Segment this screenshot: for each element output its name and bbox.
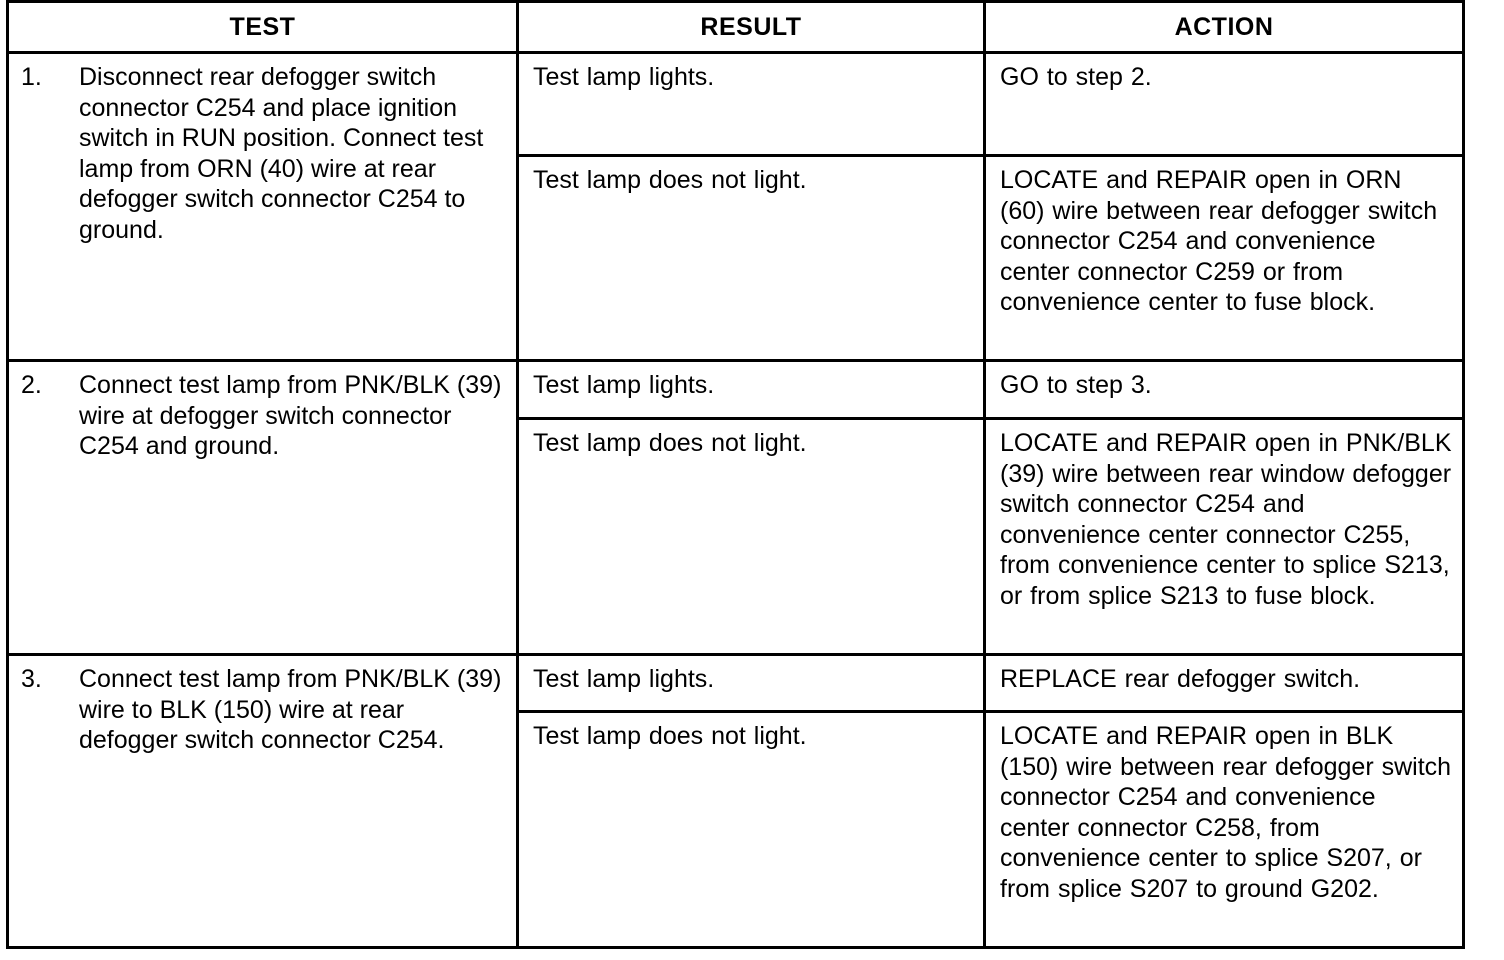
header-test: TEST	[8, 2, 518, 53]
result-cell	[518, 655, 985, 712]
result-cell	[518, 361, 985, 419]
action-cell	[985, 53, 1464, 156]
test-cell-step-1	[8, 53, 518, 361]
action-cell	[985, 712, 1464, 948]
action-text: GO to step 3.	[1000, 371, 1152, 399]
action-cell	[985, 361, 1464, 419]
result-text: Test lamp lights.	[533, 371, 715, 399]
action-cell	[985, 419, 1464, 655]
action-cell	[985, 156, 1464, 361]
result-cell	[518, 53, 985, 156]
result-cell	[518, 419, 985, 655]
action-text: LOCATE and REPAIR open in PNK/BLK (39) wire between rear window defogger switch connector C254 and convenience center connector C255, from convenience center to splice S213, or from splice S213 to fuse block.	[1000, 429, 1452, 610]
header-action: ACTION	[985, 2, 1464, 53]
action-cell	[985, 655, 1464, 712]
result-cell	[518, 712, 985, 948]
result-text: Test lamp lights.	[533, 63, 715, 91]
result-cell	[518, 156, 985, 361]
diagnostic-table	[6, 0, 1465, 949]
step-number: 3.	[21, 665, 42, 693]
step-test-text: Disconnect rear defogger switch connector C254 and place ignition switch in RUN position. Connect test lamp from ORN (40) wire at rear defogger switch connector C254 to ground.	[79, 63, 484, 244]
header-result: RESULT	[518, 2, 985, 53]
table-row	[8, 361, 1464, 419]
result-text: Test lamp does not light.	[533, 429, 807, 457]
table-row	[8, 655, 1464, 712]
action-text: REPLACE rear defogger switch.	[1000, 665, 1361, 693]
result-text: Test lamp does not light.	[533, 166, 807, 194]
action-text: LOCATE and REPAIR open in BLK (150) wire between rear defogger switch connector C254 and convenience center connector C258, from convenience center to splice S207, or from splice S207 to ground G202.	[1000, 722, 1452, 903]
step-test-text: Connect test lamp from PNK/BLK (39) wire at defogger switch connector C254 and ground.	[79, 371, 502, 460]
header-row	[8, 2, 1464, 53]
action-text: GO to step 2.	[1000, 63, 1152, 91]
table-row	[8, 53, 1464, 156]
step-number: 1.	[21, 63, 42, 91]
test-cell-step-3	[8, 655, 518, 948]
action-text: LOCATE and REPAIR open in ORN (60) wire between rear defogger switch connector C254 and convenience center connector C259 or from convenience center to fuse block.	[1000, 166, 1438, 316]
test-cell-step-2	[8, 361, 518, 655]
step-number: 2.	[21, 371, 42, 399]
result-text: Test lamp does not light.	[533, 722, 807, 750]
step-test-text: Connect test lamp from PNK/BLK (39) wire to BLK (150) wire at rear defogger switch connector C254.	[79, 665, 502, 754]
result-text: Test lamp lights.	[533, 665, 715, 693]
